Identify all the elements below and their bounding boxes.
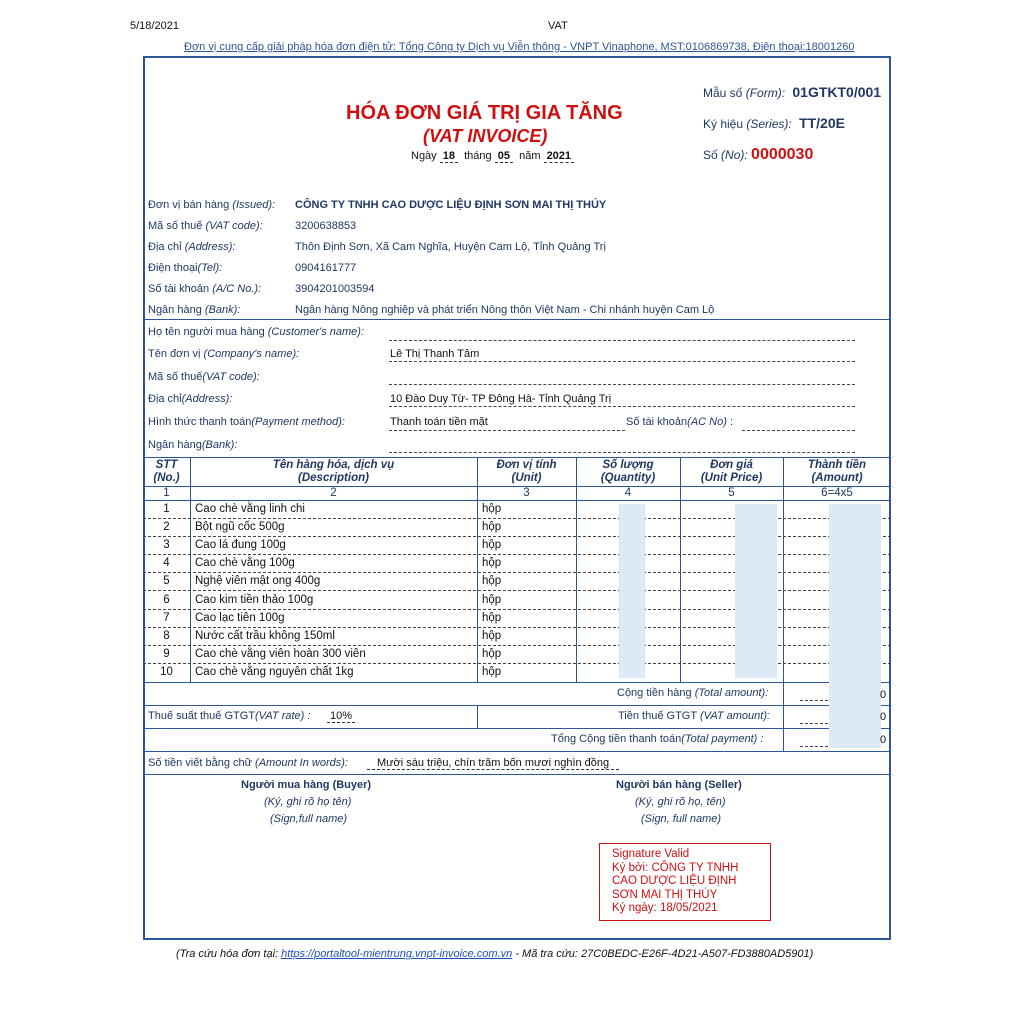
redacted-quantity (619, 504, 645, 678)
row-description: Cao kim tiền thảo 100g (195, 593, 314, 606)
print-date: 5/18/2021 (130, 20, 179, 32)
vat-rate-label: Thuế suất thuế GTGT(VAT rate) : (148, 710, 311, 722)
footer-suffix: - Mã tra cứu: 27C0BEDC-E26F-4D21-A507-FD3880AD5901) (515, 948, 814, 960)
table-row (143, 592, 891, 610)
grand-value-tail: 0 (880, 734, 887, 746)
buyer-company-line (389, 361, 855, 362)
row-no: 2 (163, 521, 170, 534)
buyer-addr-label: Địa chỉ(Address): (148, 393, 233, 405)
buyer-pay: Thanh toán tiền mặt (390, 416, 488, 428)
row-no: 7 (163, 611, 170, 624)
number-row (703, 146, 813, 164)
buyer-addr: 10 Đào Duy Từ- TP Đông Hà- Tỉnh Quảng Trị (390, 393, 612, 405)
buyer-tax-label: Mã số thuế(VAT code): (148, 371, 260, 383)
no-label: Số (703, 148, 718, 162)
stamp-line: Ký ngày: 18/05/2021 (612, 902, 718, 914)
print-title: VAT (548, 20, 568, 32)
header-num-6: 6=4x5 (821, 487, 853, 499)
header-num-1: 1 (163, 487, 170, 499)
row-no: 1 (163, 503, 170, 515)
buyer-sign-note-en: (Sign,full name) (270, 813, 348, 825)
table-row (143, 646, 891, 664)
invoice-subtitle: (VAT INVOICE) (423, 126, 548, 146)
row-description: Cao lá đung 100g (195, 539, 286, 552)
row-description: Nước cất trầu không 150ml (195, 629, 335, 642)
seller-ac-label: Số tài khoản (A/C No.): (148, 283, 262, 295)
year-label: năm (519, 150, 541, 162)
row-unit: hộp (482, 503, 502, 515)
row-unit: hộp (482, 593, 502, 606)
row-unit: hộp (482, 629, 502, 642)
row-description: Nghệ viên mật ong 400g (195, 575, 321, 588)
buyer-customer-line (389, 340, 855, 341)
seller-tel: 0904161777 (295, 262, 357, 274)
date-prefix: Ngày (411, 150, 437, 162)
table-row (143, 628, 891, 646)
seller-sign-title: Người bán hàng (Seller) (616, 779, 742, 791)
seller-name: CÔNG TY TNHH CAO DƯỢC LIỆU ĐỊNH SƠN MAI THỊ THÚY (295, 199, 607, 211)
seller-ac: 3904201003594 (295, 283, 375, 295)
header-unit-price: Đơn giá (Unit Price) (700, 459, 763, 484)
total-label: Cộng tiền hàng (Total amount): (617, 687, 769, 699)
row-description: Cao chè vằng viên hoàn 300 viên (195, 647, 366, 660)
header-no: STT (No.) (153, 459, 180, 484)
row-no: 8 (163, 629, 170, 642)
seller-bank-label: Ngân hàng (Bank): (148, 304, 241, 316)
header-num-2: 2 (330, 487, 337, 499)
header-num-4: 4 (624, 487, 632, 499)
seller-addr-label: Địa chỉ (Address): (148, 241, 236, 253)
row-no: 4 (163, 557, 170, 570)
digital-signature-stamp (599, 843, 771, 921)
buyer-sign-title: Người mua hàng (Buyer) (241, 779, 372, 791)
table-row (143, 555, 891, 573)
row-no: 6 (163, 593, 170, 606)
table-row (143, 501, 891, 519)
header-amount: Thành tiền (Amount) (807, 459, 867, 484)
series-value: TT/20E (799, 115, 845, 131)
row-unit: hộp (482, 647, 502, 660)
seller-tel-label: Điện thoại(Tel): (148, 262, 223, 274)
words-label: Số tiền viết bằng chữ (Amount In words): (148, 757, 348, 769)
buyer-addr-line (389, 406, 855, 407)
no-label-en: (No): (721, 148, 748, 162)
invoice-date (411, 150, 574, 162)
row-description: Bột ngũ cốc 500g (195, 521, 285, 534)
series-label-en: (Series): (746, 117, 792, 131)
row-unit: hộp (482, 575, 502, 588)
form-label: Mẫu số (703, 86, 743, 100)
series-label: Ký hiệu (703, 117, 744, 131)
buyer-ac-line (742, 430, 855, 431)
stamp-line: CAO DƯỢC LIỆU ĐỊNH (612, 875, 737, 887)
amount-in-words: Mười sáu triệu, chín trăm bốn mươi nghìn đồng (367, 757, 619, 770)
buyer-sign-note: (Ký, ghi rõ họ tên) (264, 796, 352, 808)
vat-rate: 10% (327, 710, 355, 723)
stamp-line: Ký bởi: CÔNG TY TNHH (612, 861, 739, 874)
seller-sign-note-en: (Sign, full name) (641, 813, 722, 825)
footer (176, 948, 813, 960)
date-month: 05 (495, 150, 513, 163)
seller-addr: Thôn Định Sơn, Xã Cam Nghĩa, Huyện Cam Lộ, Tỉnh Quảng Trị (295, 241, 606, 253)
row-no: 9 (163, 647, 170, 660)
header-quantity: Số lượng (Quantity) (600, 459, 656, 484)
buyer-company: Lê Thị Thanh Tâm (390, 348, 480, 360)
header-num-3: 3 (523, 487, 530, 499)
seller-bank: Ngân hàng Nông nghiệp và phát triển Nông thôn Việt Nam - Chi nhánh huyện Cam Lộ (295, 304, 715, 316)
divider (143, 319, 891, 320)
form-label-en: (Form): (745, 86, 786, 100)
table-row (143, 573, 891, 591)
seller-tax-label: Mã số thuế (VAT code): (148, 220, 263, 232)
buyer-customer-label: Họ tên người mua hàng (Customer's name): (148, 326, 364, 338)
lookup-link[interactable]: https://portaltool-mientrung.vnpt-invoice.com.vn (281, 948, 513, 960)
redacted-unit-price (735, 504, 777, 678)
row-description: Cao chè vằng linh chi (195, 503, 305, 515)
seller-name-label: Đơn vị bán hàng (Issued): (148, 199, 276, 211)
buyer-tax-line (389, 384, 855, 385)
date-year: 2021 (544, 150, 574, 163)
seller-sign-note: (Ký, ghi rõ họ, tên) (635, 796, 726, 808)
row-description: Cao chè vằng 100g (195, 557, 295, 570)
row-description: Cao lạc tiên 100g (195, 611, 285, 624)
footer-prefix: (Tra cứu hóa đơn tại: (176, 948, 279, 960)
invoice-title: HÓA ĐƠN GIÁ TRỊ GIA TĂNG (346, 102, 623, 124)
buyer-ac-label: Số tài khoản(AC No) : (626, 416, 734, 428)
buyer-pay-label: Hình thức thanh toán(Payment method): (148, 416, 345, 428)
header-unit: Đơn vị tính (Unit) (496, 459, 557, 484)
vat-amount-label: Tiền thuế GTGT (VAT amount): (618, 710, 771, 722)
date-day: 18 (440, 150, 458, 163)
grand-total-label: Tổng Cộng tiền thanh toán(Total payment) : (551, 733, 764, 745)
table-row (143, 664, 891, 682)
row-unit: hộp (482, 521, 502, 534)
row-unit: hộp (482, 539, 502, 552)
form-value: 01GTKT0/001 (792, 84, 882, 100)
buyer-company-label: Tên đơn vị (Company's name): (148, 348, 300, 360)
table-row (143, 537, 891, 555)
stamp-line: Signature Valid (612, 848, 690, 860)
provider-line: Đơn vị cung cấp giải pháp hóa đơn điện tử: Tổng Công ty Dịch vụ Viễn thông - VNPT Vinaphone, MST:0106869738, Điện thoại:18001260 (184, 41, 855, 53)
vat-value-tail: 0 (880, 711, 887, 723)
header-num-5: 5 (728, 487, 735, 499)
month-label: tháng (464, 150, 492, 162)
form-row (703, 84, 881, 100)
row-unit: hộp (482, 557, 502, 570)
table-row (143, 519, 891, 537)
row-unit: hộp (482, 611, 502, 624)
header-description: Tên hàng hóa, dịch vụ (Description) (272, 459, 395, 484)
redacted-amount (829, 504, 881, 748)
buyer-bank-line (389, 452, 855, 453)
no-value: 0000030 (751, 146, 814, 163)
row-unit: hộp (482, 665, 502, 678)
total-value-tail: 0 (880, 689, 887, 701)
buyer-bank-label: Ngân hàng(Bank): (148, 439, 238, 451)
series-row (703, 115, 845, 131)
row-no: 5 (163, 575, 170, 588)
stamp-line: SƠN MAI THỊ THÚY (612, 888, 718, 901)
row-no: 10 (160, 665, 173, 678)
table-row (143, 610, 891, 628)
buyer-pay-line (389, 430, 625, 431)
row-description: Cao chè vằng nguyên chất 1kg (195, 665, 354, 678)
row-no: 3 (163, 539, 170, 552)
seller-tax: 3200638853 (295, 220, 357, 232)
